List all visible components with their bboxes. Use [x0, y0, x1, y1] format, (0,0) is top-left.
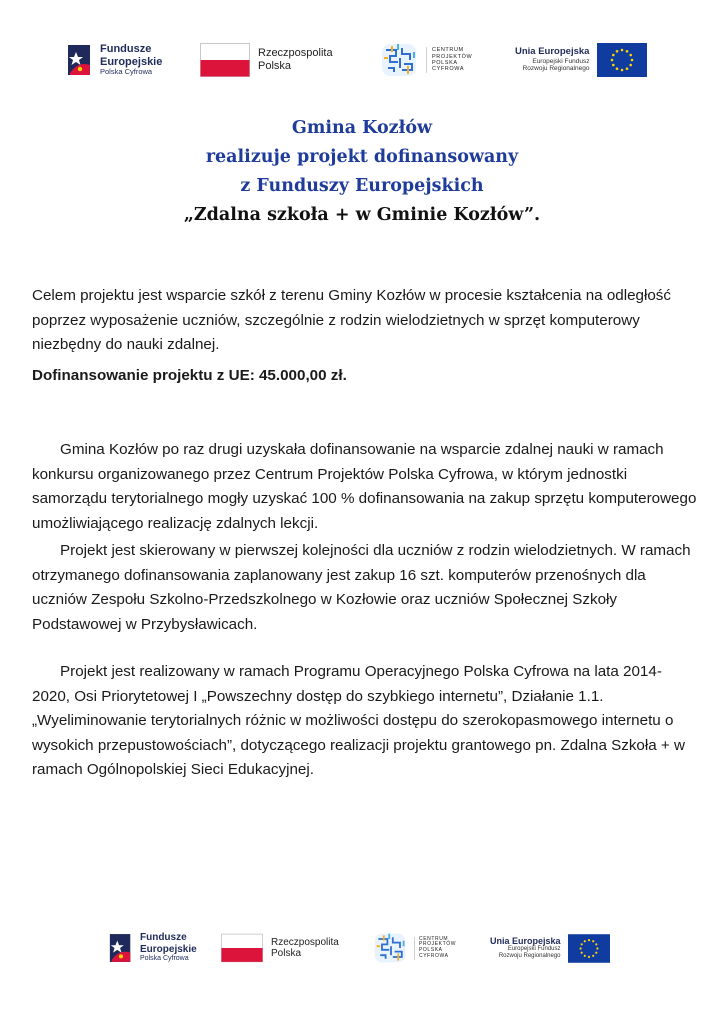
fundusze-line2: Europejskie: [100, 55, 163, 68]
funding-amount: Dofinansowanie projektu z UE: 45.000,00 zł.: [32, 367, 347, 384]
fundusze-line3: Polska Cyfrowa: [100, 67, 153, 77]
polish-flag-icon: [200, 43, 250, 77]
rzeczpospolita-line2: Polska: [271, 948, 302, 959]
fundusze-europejskie-icon: [66, 43, 94, 77]
unia-line3: Rozwoju Regionalnego: [522, 65, 590, 73]
centrum-line1: CENTRUM: [432, 47, 464, 54]
centrum-line2: PROJEKTÓW: [432, 53, 473, 60]
centrum-projektow-text: [426, 47, 472, 72]
unia-line3: Rozwoju Regionalnego: [498, 953, 561, 960]
unia-europejska-text-bottom: [490, 936, 561, 960]
centrum-line3: POLSKA: [432, 60, 458, 66]
fundusze-europejskie-logo: [66, 30, 162, 90]
centrum-line3: POLSKA: [419, 947, 443, 953]
unia-europejska-logo: [515, 30, 647, 90]
polish-flag-icon: [221, 933, 263, 963]
centrum-line4: CYFROWA: [419, 952, 449, 959]
rzeczpospolita-line1: Rzeczpospolita: [258, 47, 333, 60]
unia-line2: Europejski Fundusz: [507, 946, 561, 953]
fundusze-europejskie-logo-bottom: [108, 918, 197, 978]
rzeczpospolita-polska-logo-bottom: [221, 918, 339, 978]
title-project-name: „Zdalna szkoła + w Gminie Kozłów”.: [183, 205, 541, 225]
rzeczpospolita-polska-logo: [200, 30, 333, 90]
page-title: [0, 114, 724, 230]
project-goal-paragraph: Celem projektu jest wsparcie szkół z terenu Gminy Kozłów w procesie kształcenia na odległość poprzez wyposażenie uczniów, szczególnie z rodzin wielodzietnych w sprzęt komputerowy niezbędny do nauki zdalnej.: [32, 287, 671, 353]
centrum-projektow-icon: [380, 40, 420, 80]
fundusze-line3: Polska Cyfrowa: [140, 955, 189, 963]
centrum-projektow-logo-bottom: [373, 918, 456, 978]
centrum-line4: CYFROWA: [432, 66, 465, 73]
unia-line1: Unia Europejska: [490, 935, 561, 946]
second-funding-paragraph: Gmina Kozłów po raz drugi uzyskała dofinansowanie na wsparcie zdalnej nauki w ramach konkursu organizowanego przez Centrum Projektów Polska Cyfrowa, w którym jednostki samorządu terytorialnego mogły uzyskać 100 % dofinansowania na zakup sprzętu komputerowego umożliwiającego realizację zdalnych lekcji.: [32, 441, 697, 532]
rzeczpospolita-text: [258, 47, 333, 72]
centrum-projektow-icon: [373, 930, 409, 966]
unia-europejska-logo-bottom: [490, 918, 610, 978]
title-line1: Gmina Kozłów: [291, 118, 433, 138]
title-line2: realizuje projekt dofinansowany: [205, 147, 519, 167]
bottom-logo-bar: [0, 918, 724, 978]
fundusze-line1: Fundusze: [100, 43, 152, 56]
fundusze-europejskie-text: [100, 43, 162, 77]
centrum-projektow-logo: [380, 30, 472, 90]
centrum-projektow-text-bottom: [414, 937, 456, 960]
rzeczpospolita-line2: Polska: [258, 60, 292, 72]
rzeczpospolita-text-bottom: [271, 937, 339, 960]
target-group-paragraph: Projekt jest skierowany w pierwszej kolejności dla uczniów z rodzin wielodzietnych. W ramach otrzymanego dofinansowania zaplanowany jest zakup 16 szt. komputerów przenośnych dla uczniów Zespołu Szkolno-Przedszkolnego w Kozłowie oraz uczniów Społecznej Szkoły Podstawowej w Przybysławicach.: [32, 542, 691, 633]
fundusze-line1: Fundusze: [140, 932, 187, 944]
unia-line1: Unia Europejska: [515, 46, 590, 58]
unia-line2: Europejski Fundusz: [532, 57, 590, 65]
fundusze-europejskie-icon: [108, 932, 134, 964]
fundusze-line2: Europejskie: [140, 943, 197, 955]
top-logo-bar: [0, 30, 724, 90]
centrum-line1: CENTRUM: [419, 935, 449, 942]
title-line3: z Funduszy Europejskich: [240, 176, 484, 196]
fundusze-europejskie-text-bottom: [140, 932, 197, 963]
eu-flag-icon: [597, 43, 647, 77]
eu-flag-icon: [568, 934, 610, 963]
program-paragraph: Projekt jest realizowany w ramach Programu Operacyjnego Polska Cyfrowa na lata 2014-2020, Osi Priorytetowej I „Powszechny dostęp do szybkiego internetu”, Działanie 1.1. „Wyeliminowanie terytorialnych różnic w możliwości dostępu do szerokopasmowego internetu o wysokich przepustowościach”, dotyczącego realizacji projektu grantowego pn. Zdalna Szkoła + w ramach Ogólnopolskiej Sieci Edukacyjnej.: [32, 663, 685, 778]
centrum-line2: PROJEKTÓW: [419, 941, 457, 948]
unia-europejska-text: [515, 47, 589, 73]
rzeczpospolita-line1: Rzeczpospolita: [271, 936, 339, 948]
